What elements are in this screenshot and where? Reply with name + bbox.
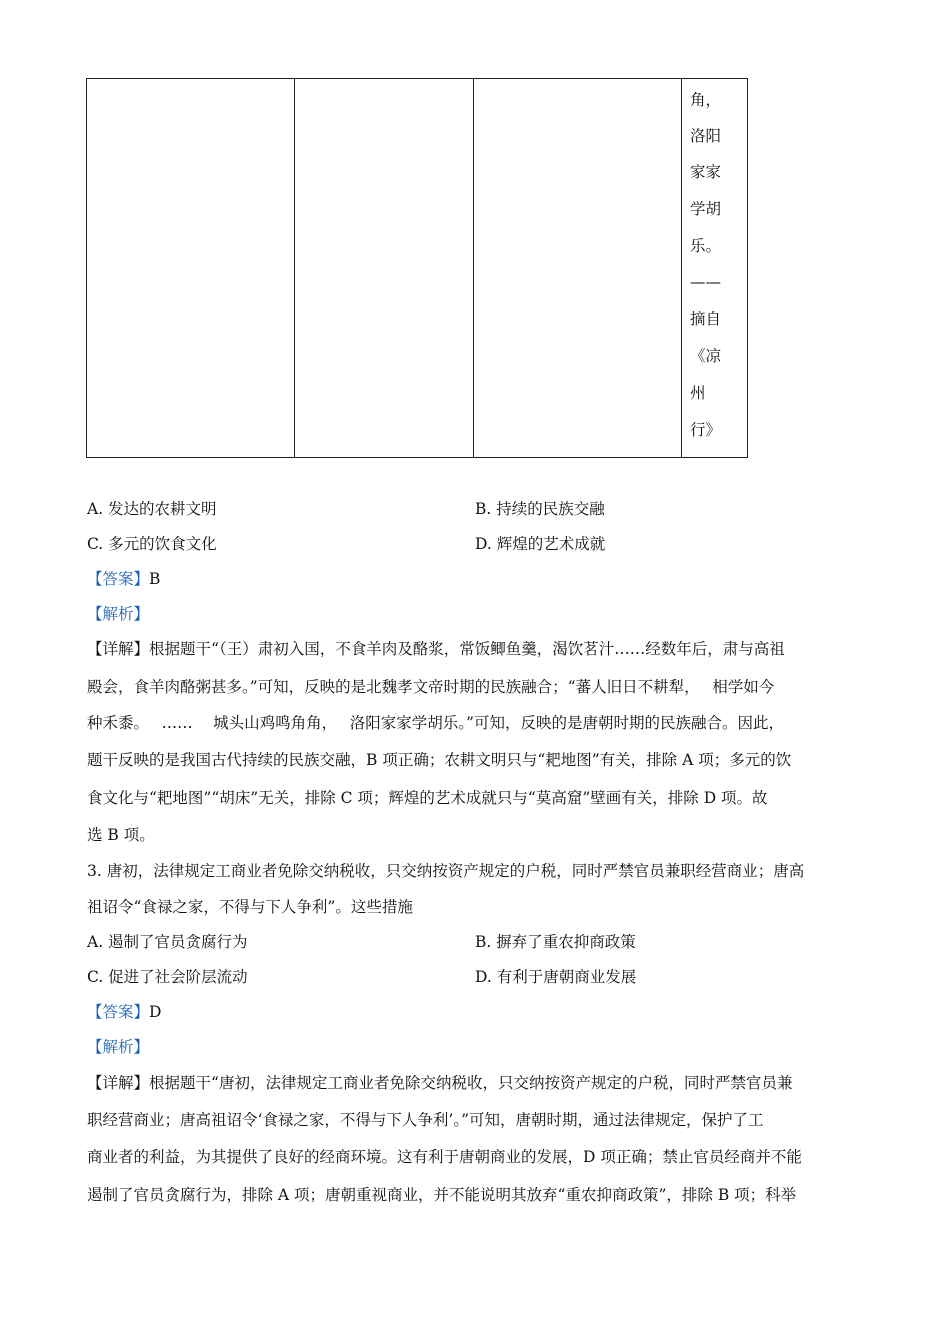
detail-text: 根据题干“唐初，法律规定工商业者免除交纳税收，只交纳按资产规定的户税，同时严禁官员兼 — [149, 1074, 793, 1092]
q2-detail-line: 题干反映的是我国古代持续的民族交融，B 项正确；农耕文明只与“耙地图”有关，排除 A 项；多元的饮 — [87, 751, 792, 769]
q3-stem-line: 祖诏令“食禄之家，不得与下人争利”。这些措施 — [87, 898, 413, 916]
q2-option-d: D. 辉煌的艺术成就 — [475, 535, 606, 553]
q2-option-b: B. 持续的民族交融 — [475, 500, 605, 518]
cell-line: 行》 — [690, 421, 722, 439]
q3-option-d: D. 有利于唐朝商业发展 — [475, 968, 637, 986]
cell-line: 乐。 — [690, 237, 722, 255]
q3-answer — [87, 1000, 161, 1022]
q3-option-c: C. 促进了社会阶层流动 — [87, 968, 248, 986]
answer-value: D — [149, 1003, 162, 1021]
cell-line: 家家 — [690, 163, 722, 181]
detail-tag: 【详解】 — [87, 1074, 150, 1092]
q2-detail-line: 种禾黍。 …… 城头山鸡鸣角角， 洛阳家家学胡乐。”可知，反映的是唐朝时期的民族融合。因此， — [87, 714, 784, 732]
table-column-divider — [294, 79, 295, 457]
q3-detail-line: 商业者的利益，为其提供了良好的经商环境。这有利于唐朝商业的发展，D 项正确；禁止官员经商并不能 — [87, 1148, 802, 1166]
q3-detail-line — [87, 1071, 792, 1093]
source-table — [86, 78, 748, 458]
q3-detail-line: 遏制了官员贪腐行为，排除 A 项；唐朝重视商业，并不能说明其放弃“重农抑商政策”，排除 B 项；科举 — [87, 1186, 797, 1204]
q2-answer — [87, 567, 160, 589]
q2-detail-line: 食文化与“耙地图”“胡床”无关，排除 C 项；辉煌的艺术成就只与“莫高窟”壁画有关，排除 D 项。故 — [87, 789, 768, 807]
cell-line: 摘自 — [690, 310, 722, 328]
table-column-divider — [473, 79, 474, 457]
cell-line: 角， — [690, 91, 722, 109]
q3-detail-line: 职经营商业；唐高祖诏令‘食禄之家，不得与下人争利’。”可知，唐朝时期，通过法律规定，保护了工 — [87, 1111, 764, 1129]
q2-analysis-tag: 【解析】 — [87, 605, 150, 623]
detail-tag: 【详解】 — [87, 640, 150, 658]
answer-tag: 【答案】 — [87, 1003, 150, 1021]
q2-detail-line — [87, 637, 785, 659]
answer-value: B — [149, 570, 161, 588]
cell-line: 《凉 — [690, 347, 722, 365]
cell-line: 州 — [690, 384, 706, 402]
q3-option-a: A. 遏制了官员贪腐行为 — [87, 933, 248, 951]
cell-line: —— — [690, 273, 721, 291]
detail-text: 根据题干“（王）肃初入国，不食羊肉及酪浆，常饭鲫鱼羹，渴饮茗汁……经数年后，肃与高祖 — [149, 640, 785, 658]
table-column-divider — [681, 79, 682, 457]
answer-tag: 【答案】 — [87, 570, 150, 588]
q3-analysis-tag: 【解析】 — [87, 1038, 150, 1056]
q3-stem-line: 3. 唐初，法律规定工商业者免除交纳税收，只交纳按资产规定的户税，同时严禁官员兼职经营商业；唐高 — [87, 862, 805, 880]
q2-detail-line: 殿会，食羊肉酪粥甚多。”可知，反映的是北魏孝文帝时期的民族融合；“蕃人旧日不耕犁， 相学如今 — [87, 678, 775, 696]
q3-option-b: B. 摒弃了重农抑商政策 — [475, 933, 636, 951]
q2-detail-line: 选 B 项。 — [87, 826, 155, 844]
q2-option-a: A. 发达的农耕文明 — [87, 500, 217, 518]
cell-line: 学胡 — [690, 200, 722, 218]
cell-line: 洛阳 — [690, 127, 722, 145]
q2-option-c: C. 多元的饮食文化 — [87, 535, 217, 553]
